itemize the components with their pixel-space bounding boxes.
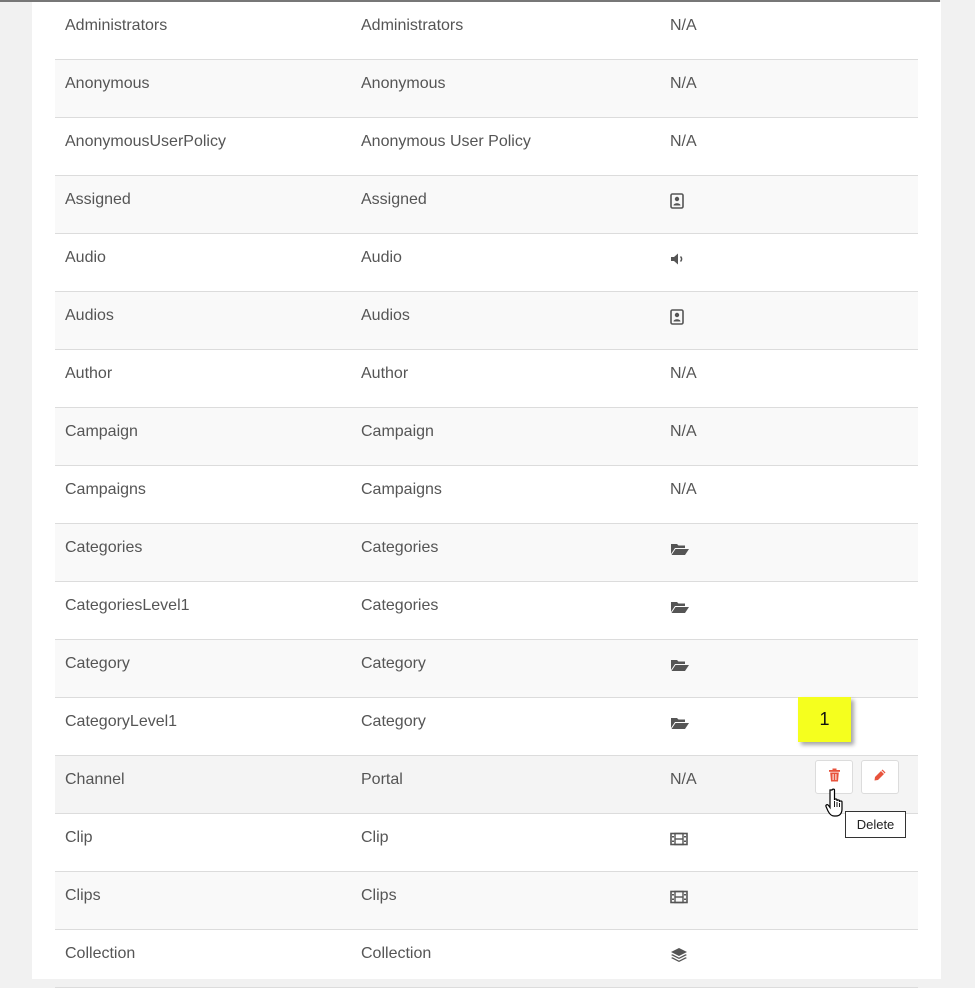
row-icon <box>670 596 686 618</box>
table-row[interactable] <box>55 524 918 582</box>
row-name: Category <box>65 655 130 672</box>
step-callout: 1 <box>798 697 851 742</box>
row-icon <box>670 248 686 270</box>
film-icon <box>670 889 686 905</box>
row-icon-na: N/A <box>670 423 697 440</box>
table-row[interactable] <box>55 872 918 930</box>
folder-open-icon <box>670 599 686 615</box>
row-name: Campaign <box>65 423 138 440</box>
row-icon-na: N/A <box>670 481 697 498</box>
row-display-name: Portal <box>361 771 403 788</box>
contact-card-icon <box>670 193 686 209</box>
row-icon-na: N/A <box>670 771 697 788</box>
table-row[interactable] <box>55 466 918 524</box>
row-name: CategoriesLevel1 <box>65 597 190 614</box>
table-row[interactable] <box>55 292 918 350</box>
table-row[interactable] <box>55 930 918 988</box>
volume-icon <box>670 251 686 267</box>
delete-tooltip: Delete <box>845 811 906 838</box>
table-row[interactable] <box>55 698 918 756</box>
row-name: Collection <box>65 945 136 962</box>
row-icon <box>670 538 686 560</box>
table-row[interactable] <box>55 2 918 60</box>
row-display-name: Author <box>361 365 409 382</box>
table-row[interactable] <box>55 582 918 640</box>
row-name: Audio <box>65 249 106 266</box>
icon-table <box>55 2 918 988</box>
row-display-name: Administrators <box>361 17 464 34</box>
row-display-name: Category <box>361 655 426 672</box>
row-name: CategoryLevel1 <box>65 713 178 730</box>
trash-icon <box>828 768 841 787</box>
table-row[interactable] <box>55 640 918 698</box>
row-display-name: Anonymous User Policy <box>361 133 531 150</box>
row-name: Clips <box>65 887 101 904</box>
row-icon-na: N/A <box>670 365 697 382</box>
folder-open-icon <box>670 657 686 673</box>
row-icon <box>670 190 686 212</box>
table-row[interactable] <box>55 350 918 408</box>
row-icon <box>670 654 686 676</box>
row-display-name: Category <box>361 713 426 730</box>
row-display-name: Campaign <box>361 423 434 440</box>
row-icon <box>670 944 686 966</box>
row-icon <box>670 828 686 850</box>
row-name: Clip <box>65 829 93 846</box>
row-name: Assigned <box>65 191 131 208</box>
row-name: Administrators <box>65 17 168 34</box>
row-display-name: Campaigns <box>361 481 442 498</box>
row-icon <box>670 306 686 328</box>
table-row[interactable] <box>55 814 918 872</box>
row-name: Channel <box>65 771 125 788</box>
row-display-name: Audio <box>361 249 402 266</box>
row-name: Audios <box>65 307 114 324</box>
row-display-name: Assigned <box>361 191 427 208</box>
row-name: Anonymous <box>65 75 150 92</box>
contact-card-icon <box>670 309 686 325</box>
row-name: Campaigns <box>65 481 146 498</box>
row-name: Categories <box>65 539 143 556</box>
content-panel <box>32 2 941 979</box>
hand-cursor-icon <box>823 788 847 823</box>
row-icon <box>670 886 686 908</box>
row-display-name: Anonymous <box>361 75 446 92</box>
row-name: Author <box>65 365 113 382</box>
row-display-name: Collection <box>361 945 432 962</box>
film-icon <box>670 831 686 847</box>
table-row[interactable] <box>55 176 918 234</box>
row-icon-na: N/A <box>670 75 697 92</box>
edit-button[interactable] <box>861 760 899 794</box>
row-icon-na: N/A <box>670 17 697 34</box>
row-name: AnonymousUserPolicy <box>65 133 226 150</box>
row-display-name: Clip <box>361 829 389 846</box>
table-row[interactable] <box>55 118 918 176</box>
row-display-name: Categories <box>361 597 439 614</box>
layers-icon <box>670 947 686 963</box>
row-display-name: Audios <box>361 307 410 324</box>
row-icon-na: N/A <box>670 133 697 150</box>
table-row[interactable] <box>55 60 918 118</box>
row-display-name: Clips <box>361 887 397 904</box>
table-row[interactable] <box>55 408 918 466</box>
folder-open-icon <box>670 541 686 557</box>
table-row[interactable] <box>55 234 918 292</box>
row-display-name: Categories <box>361 539 439 556</box>
pencil-icon <box>873 768 887 787</box>
table-row[interactable] <box>55 756 918 814</box>
row-icon <box>670 712 686 734</box>
folder-open-icon <box>670 715 686 731</box>
